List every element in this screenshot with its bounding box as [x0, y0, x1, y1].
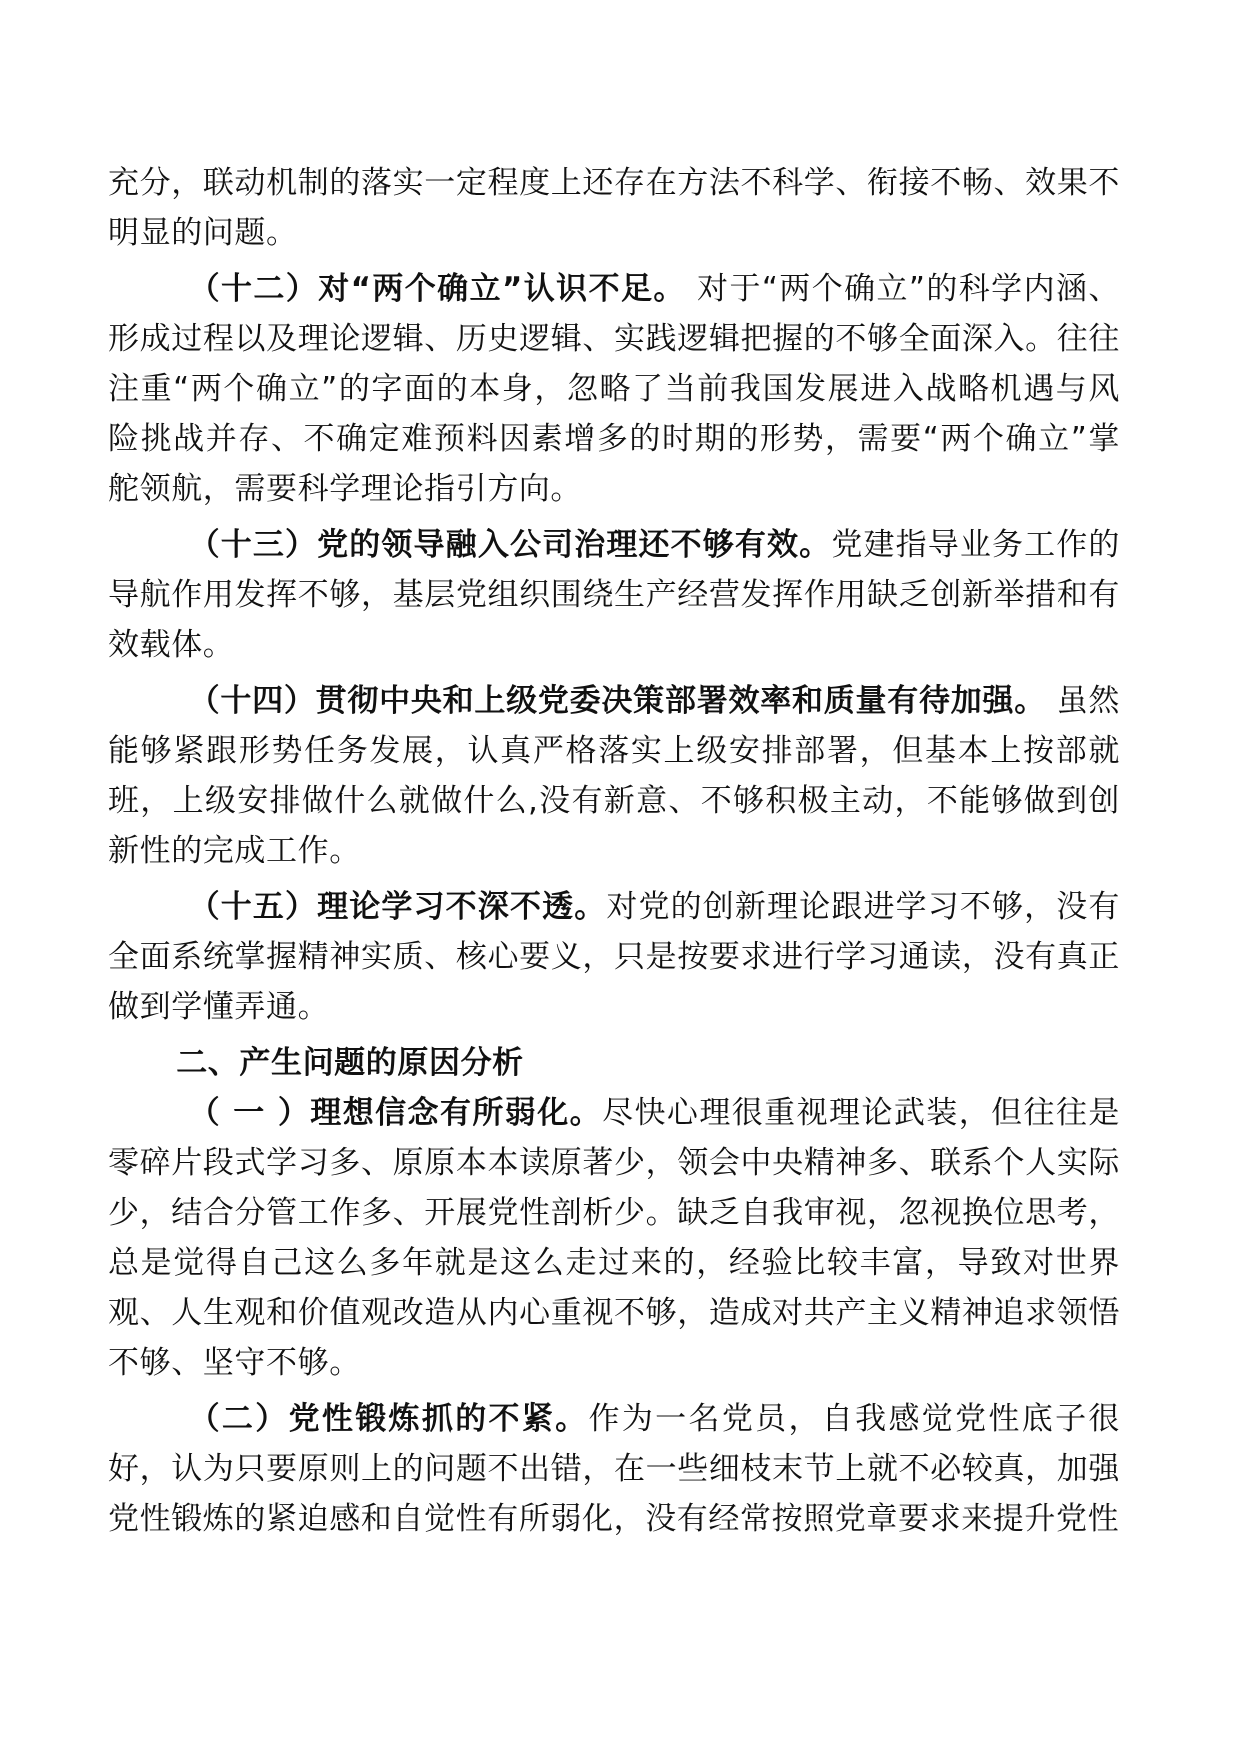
paragraph-text: 充分，联动机制的落实一定程度上还存在方法不科学、衔接不畅、效果不明显的问题。: [108, 165, 1120, 251]
paragraph-text: 尽快心理很重视理论武装，但往往是零碎片段式学习多、原原本本读原著少，领会中央精神多、联系个人实际少，结合分管工作多、开展党性剖析少。缺乏自我审视，忽视换位思考，总是觉得自己这么多年就是这么走过来的，经验比较丰富，导致对世界观、人生观和价值观改造从内心重视不够，造成对共产主义精神追求领悟不够、坚守不够。: [108, 1095, 1120, 1381]
paragraph-heading: （二）党性锻炼抓的不紧。: [188, 1401, 589, 1437]
paragraph-text: 对于“两个确立”的科学内涵、 形成过程以及理论逻辑、历史逻辑、实践逻辑把握的不够全面深入。往往注重“两个确立”的字面的本身，忽略了当前我国发展进入战略机遇与风险挑战并存、不确定难预料因素增多的时期的形势，需要“两个确立”掌舵领航，需要科学理论指引方向。: [108, 271, 1120, 507]
paragraph-heading: （十二）对“两个确立”认识不足。: [188, 271, 686, 307]
paragraph-heading: （十五）理论学习不深不透。: [188, 889, 607, 925]
paragraph-item-13: [108, 520, 1120, 670]
paragraph-cause-1: [108, 1088, 1120, 1388]
paragraph-item-14: [108, 676, 1120, 876]
paragraph-cause-2: [108, 1394, 1120, 1544]
paragraph-heading: （十四）贯彻中央和上级党委决策部署效率和质量有待加强。: [188, 683, 1047, 719]
paragraph-text: 虽然能够紧跟形势任务发展，认真严格落实上级安排部署，但基本上按部就班，上级安排做什么就做什么,没有新意、不够积极主动，不能够做到创新性的完成工作。: [108, 683, 1120, 869]
paragraph-item-12: [108, 264, 1120, 514]
paragraph-heading: （十三）党的领导融入公司治理还不够有效。: [188, 527, 832, 563]
paragraph-item-15: [108, 882, 1120, 1032]
paragraph-text: 对党的创新理论跟进学习不够，没有全面系统掌握精神实质、核心要义，只是按要求进行学习通读，没有真正做到学懂弄通。: [108, 889, 1120, 1025]
section-title: 二、产生问题的原因分析: [176, 1045, 524, 1081]
paragraph-heading: （ 一 ）理想信念有所弱化。: [188, 1095, 603, 1131]
paragraph-text: 党建指导业务工作的导航作用发挥不够，基层党组织围绕生产经营发挥作用缺乏创新举措和有效载体。: [108, 527, 1120, 663]
paragraph-continuation: [108, 158, 1120, 258]
paragraph-text: 作为一名党员，自我感觉党性底子很好，认为只要原则上的问题不出错，在一些细枝末节上就不必较真，加强党性锻炼的紧迫感和自觉性有所弱化，没有经常按照党章要求来提升党性: [108, 1401, 1120, 1537]
